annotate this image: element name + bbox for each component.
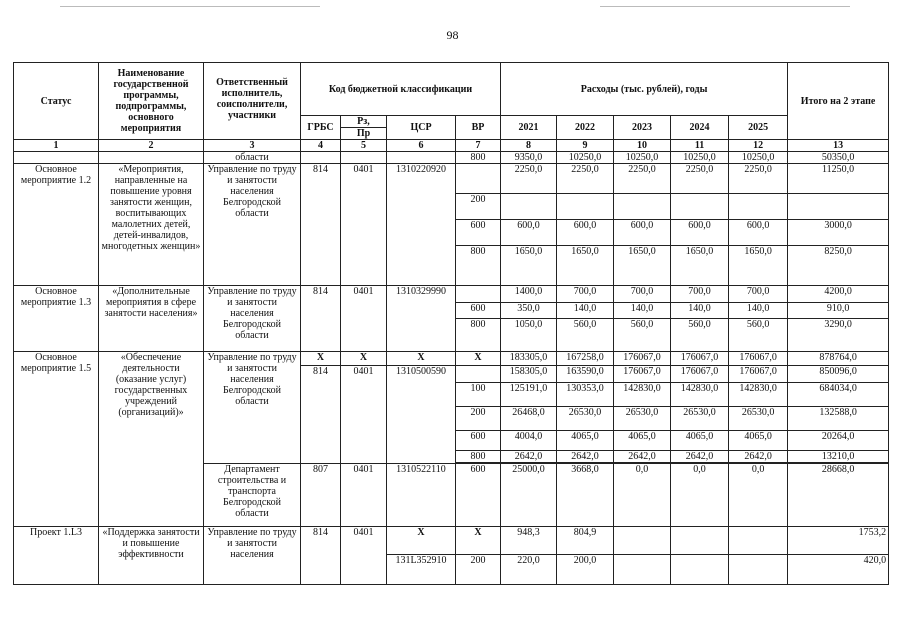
col-number: 1 bbox=[14, 140, 99, 152]
col-number: 8 bbox=[501, 140, 557, 152]
value-cell: 700,0 bbox=[671, 286, 729, 303]
value-cell: 2250,0 bbox=[557, 164, 614, 194]
value-cell: 2642,0 bbox=[501, 451, 557, 463]
value-cell: 2250,0 bbox=[614, 164, 671, 194]
value-cell: 1650,0 bbox=[614, 246, 671, 286]
value-cell: 183305,0 bbox=[501, 352, 557, 366]
col-number: 7 bbox=[456, 140, 501, 152]
value-cell bbox=[614, 527, 671, 555]
value-cell: 26468,0 bbox=[501, 407, 557, 431]
vr-cell: 800 bbox=[456, 319, 501, 352]
total-cell: 28668,0 bbox=[788, 464, 889, 527]
header-2025: 2025 bbox=[729, 116, 788, 140]
header-rz bbox=[341, 116, 387, 140]
value-cell: 2642,0 bbox=[614, 451, 671, 463]
value-cell: 2250,0 bbox=[501, 164, 557, 194]
vr-cell: 600 bbox=[456, 303, 501, 319]
rz-cell: 0401 bbox=[341, 527, 387, 585]
value-cell bbox=[671, 527, 729, 555]
value-cell: 2642,0 bbox=[557, 451, 614, 463]
value-cell: 4004,0 bbox=[501, 431, 557, 451]
rz-cell: Х bbox=[341, 352, 387, 366]
rz-cell: 0401 bbox=[341, 286, 387, 352]
executor-cell: Управление по труду и занятости населения Белгородской области bbox=[204, 352, 301, 464]
value-cell: 176067,0 bbox=[671, 366, 729, 383]
executor-cell: Управление по труду и занятости населения Белгородской области bbox=[204, 286, 301, 352]
value-cell: 167258,0 bbox=[557, 352, 614, 366]
value-cell: 700,0 bbox=[729, 286, 788, 303]
total-cell: 3000,0 bbox=[788, 220, 889, 246]
vr-cell: 200 bbox=[456, 555, 501, 585]
header-rz-bottom: Пр bbox=[356, 128, 371, 139]
vr-cell: 100 bbox=[456, 383, 501, 407]
value-cell: 350,0 bbox=[501, 303, 557, 319]
value-cell: 176067,0 bbox=[614, 366, 671, 383]
value-cell: 140,0 bbox=[671, 303, 729, 319]
value-cell: 176067,0 bbox=[729, 352, 788, 366]
value-cell: 700,0 bbox=[557, 286, 614, 303]
value-cell: 1650,0 bbox=[729, 246, 788, 286]
csr-cell: 1310220920 bbox=[387, 164, 456, 286]
value-cell: 10250,0 bbox=[671, 152, 729, 164]
table-row bbox=[14, 352, 889, 366]
total-cell: 878764,0 bbox=[788, 352, 889, 366]
rz-cell: 0401 bbox=[341, 366, 387, 464]
header-2023: 2023 bbox=[614, 116, 671, 140]
total-cell: 11250,0 bbox=[788, 164, 889, 194]
name-cell: «Дополнительные мероприятия в сфере занятости населения» bbox=[99, 286, 204, 352]
vr-cell: 800 bbox=[456, 451, 501, 463]
column-numbers-row bbox=[14, 140, 889, 152]
col-number: 3 bbox=[204, 140, 301, 152]
value-cell: 804,9 bbox=[557, 527, 614, 555]
total-cell: 684034,0 bbox=[788, 383, 889, 407]
rz-cell: 0401 bbox=[341, 164, 387, 286]
csr-cell: Х bbox=[387, 352, 456, 366]
value-cell: 560,0 bbox=[671, 319, 729, 352]
value-cell: 4065,0 bbox=[729, 431, 788, 451]
col-number: 5 bbox=[341, 140, 387, 152]
executor-cell: области bbox=[204, 152, 301, 164]
value-cell: 600,0 bbox=[671, 220, 729, 246]
value-cell: 158305,0 bbox=[501, 366, 557, 383]
vr-cell: 200 bbox=[456, 194, 501, 220]
header-vr: ВР bbox=[456, 116, 501, 140]
value-cell: 4065,0 bbox=[557, 431, 614, 451]
table-row bbox=[14, 286, 889, 303]
value-cell: 0,0 bbox=[729, 464, 788, 527]
grbs-cell: Х bbox=[301, 352, 341, 366]
total-cell: 132588,0 bbox=[788, 407, 889, 431]
total-cell: 13210,0 bbox=[788, 451, 889, 463]
header-executor: Ответственный исполнитель, соисполнители, участники bbox=[204, 63, 301, 140]
table-row bbox=[14, 527, 889, 555]
name-cell: «Поддержка занятости и повышение эффективности bbox=[99, 527, 204, 585]
header-expenses: Расходы (тыс. рублей), годы bbox=[501, 63, 788, 116]
value-cell: 25000,0 bbox=[501, 464, 557, 527]
status-cell: Основное мероприятие 1.3 bbox=[14, 286, 99, 352]
value-cell: 142830,0 bbox=[671, 383, 729, 407]
vr-cell: 800 bbox=[456, 246, 501, 286]
value-cell bbox=[671, 555, 729, 585]
value-cell: 130353,0 bbox=[557, 383, 614, 407]
col-number: 11 bbox=[671, 140, 729, 152]
col-number: 13 bbox=[788, 140, 889, 152]
header-budget-code: Код бюджетной классификации bbox=[301, 63, 501, 116]
executor-cell: Управление по труду и занятости населения Белгородской области bbox=[204, 164, 301, 286]
value-cell: 163590,0 bbox=[557, 366, 614, 383]
total-cell: 420,0 bbox=[788, 555, 889, 585]
vr-cell: 600 bbox=[456, 220, 501, 246]
total-cell: 8250,0 bbox=[788, 246, 889, 286]
grbs-cell: 814 bbox=[301, 527, 341, 585]
csr-cell: 1310522110 bbox=[387, 464, 456, 527]
vr-cell: 600 bbox=[456, 431, 501, 451]
scan-edge-line bbox=[60, 6, 320, 7]
total-cell: 850096,0 bbox=[788, 366, 889, 383]
value-cell: 560,0 bbox=[557, 319, 614, 352]
total-cell: 20264,0 bbox=[788, 431, 889, 451]
value-cell: 0,0 bbox=[671, 464, 729, 527]
value-cell: 176067,0 bbox=[614, 352, 671, 366]
grbs-cell: 814 bbox=[301, 164, 341, 286]
executor-cell: Управление по труду и занятости населения bbox=[204, 527, 301, 585]
vr-cell: Х bbox=[456, 352, 501, 366]
value-cell: 948,3 bbox=[501, 527, 557, 555]
value-cell: 142830,0 bbox=[729, 383, 788, 407]
value-cell: 142830,0 bbox=[614, 383, 671, 407]
header-rz-top: Рз, bbox=[341, 116, 386, 128]
value-cell: 140,0 bbox=[557, 303, 614, 319]
grbs-cell: 814 bbox=[301, 366, 341, 464]
vr-cell bbox=[456, 366, 501, 383]
value-cell: 140,0 bbox=[614, 303, 671, 319]
csr-cell: 1310500590 bbox=[387, 366, 456, 464]
budget-table bbox=[13, 62, 889, 585]
value-cell bbox=[729, 555, 788, 585]
vr-cell: 200 bbox=[456, 407, 501, 431]
value-cell: 600,0 bbox=[614, 220, 671, 246]
header-2024: 2024 bbox=[671, 116, 729, 140]
csr-cell: 1310329990 bbox=[387, 286, 456, 352]
value-cell: 3668,0 bbox=[557, 464, 614, 527]
value-cell bbox=[614, 555, 671, 585]
header-csr: ЦСР bbox=[387, 116, 456, 140]
header-grbs: ГРБС bbox=[301, 116, 341, 140]
total-cell: 4200,0 bbox=[788, 286, 889, 303]
value-cell: 560,0 bbox=[729, 319, 788, 352]
vr-cell bbox=[456, 164, 501, 194]
value-cell: 600,0 bbox=[557, 220, 614, 246]
table-row bbox=[14, 164, 889, 194]
value-cell: 1650,0 bbox=[671, 246, 729, 286]
col-number: 6 bbox=[387, 140, 456, 152]
value-cell: 2642,0 bbox=[729, 451, 788, 463]
value-cell bbox=[729, 527, 788, 555]
total-cell: 910,0 bbox=[788, 303, 889, 319]
scan-edge-line bbox=[600, 6, 850, 7]
value-cell: 4065,0 bbox=[671, 431, 729, 451]
value-cell: 140,0 bbox=[729, 303, 788, 319]
value-cell: 26530,0 bbox=[614, 407, 671, 431]
value-cell: 10250,0 bbox=[614, 152, 671, 164]
value-cell: 700,0 bbox=[614, 286, 671, 303]
value-cell: 9350,0 bbox=[501, 152, 557, 164]
value-cell: 176067,0 bbox=[729, 366, 788, 383]
value-cell: 10250,0 bbox=[729, 152, 788, 164]
header-2021: 2021 bbox=[501, 116, 557, 140]
value-cell: 2642,0 bbox=[671, 451, 729, 463]
value-cell: 2250,0 bbox=[729, 164, 788, 194]
header-total: Итого на 2 этапе bbox=[788, 63, 889, 140]
col-number: 4 bbox=[301, 140, 341, 152]
value-cell: 26530,0 bbox=[671, 407, 729, 431]
executor-cell: Департамент строительства и транспорта Белгородской области bbox=[204, 464, 301, 527]
col-number: 9 bbox=[557, 140, 614, 152]
value-cell: 4065,0 bbox=[614, 431, 671, 451]
value-cell: 1400,0 bbox=[501, 286, 557, 303]
value-cell: 600,0 bbox=[501, 220, 557, 246]
total-cell: 50350,0 bbox=[788, 152, 889, 164]
vr-cell: 800 bbox=[456, 152, 501, 164]
value-cell: 176067,0 bbox=[671, 352, 729, 366]
page-number: 98 bbox=[446, 28, 459, 42]
col-number: 2 bbox=[99, 140, 204, 152]
value-cell: 26530,0 bbox=[557, 407, 614, 431]
value-cell: 1650,0 bbox=[557, 246, 614, 286]
name-cell: «Мероприятия, направленные на повышение уровня занятости женщин, воспитывающих малолетних детей, детей-инвалидов, многодетных женщин» bbox=[99, 164, 204, 286]
status-cell: Основное мероприятие 1.5 bbox=[14, 352, 99, 527]
value-cell: 10250,0 bbox=[557, 152, 614, 164]
vr-cell: 600 bbox=[456, 464, 501, 527]
status-cell: Проект 1.L3 bbox=[14, 527, 99, 585]
csr-cell: 131L352910 bbox=[387, 555, 456, 585]
header-2022: 2022 bbox=[557, 116, 614, 140]
value-cell: 1650,0 bbox=[501, 246, 557, 286]
value-cell: 0,0 bbox=[614, 464, 671, 527]
value-cell: 1050,0 bbox=[501, 319, 557, 352]
value-cell: 2250,0 bbox=[671, 164, 729, 194]
name-cell: «Обеспечение деятельности (оказание услуг) государственных учреждений (организаций)» bbox=[99, 352, 204, 527]
value-cell: 220,0 bbox=[501, 555, 557, 585]
col-number: 12 bbox=[729, 140, 788, 152]
vr-cell bbox=[456, 286, 501, 303]
col-number: 10 bbox=[614, 140, 671, 152]
value-cell: 600,0 bbox=[729, 220, 788, 246]
vr-cell: Х bbox=[456, 527, 501, 555]
value-cell: 200,0 bbox=[557, 555, 614, 585]
csr-cell: Х bbox=[387, 527, 456, 555]
total-cell: 1753,2 bbox=[788, 527, 889, 555]
grbs-cell: 814 bbox=[301, 286, 341, 352]
table-row bbox=[14, 152, 889, 164]
status-cell: Основное мероприятие 1.2 bbox=[14, 164, 99, 286]
value-cell: 125191,0 bbox=[501, 383, 557, 407]
header-name: Наименование государственной программы, подпрограммы, основного мероприятия bbox=[99, 63, 204, 140]
value-cell: 26530,0 bbox=[729, 407, 788, 431]
rz-cell: 0401 bbox=[341, 464, 387, 527]
header-status: Статус bbox=[14, 63, 99, 140]
grbs-cell: 807 bbox=[301, 464, 341, 527]
total-cell: 3290,0 bbox=[788, 319, 889, 352]
value-cell: 560,0 bbox=[614, 319, 671, 352]
